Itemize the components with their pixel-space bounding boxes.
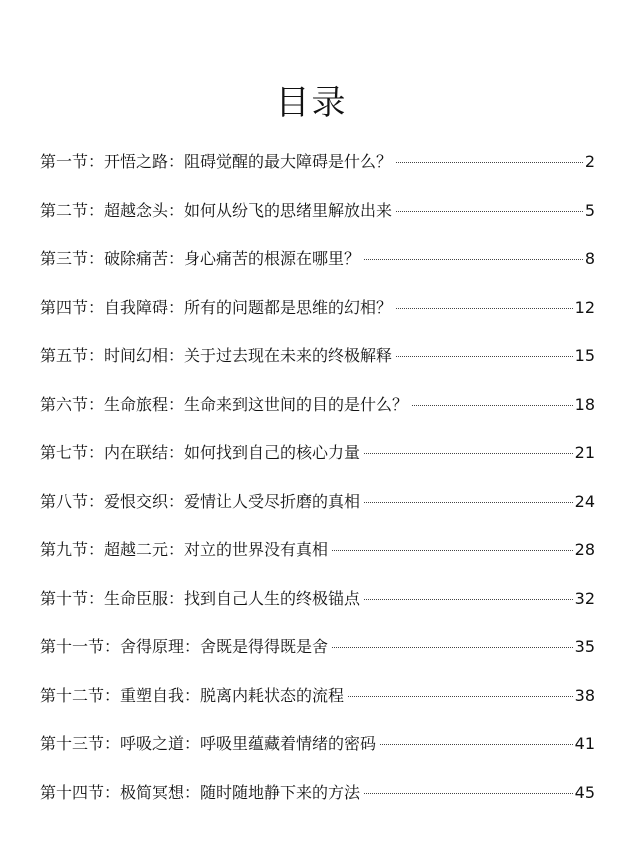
toc-page-number: 2: [584, 152, 595, 171]
table-of-contents: [40, 140, 595, 819]
toc-entry-title: 爱恨交织：爱情让人受尽折磨的真相: [104, 491, 361, 511]
toc-entry-10[interactable]: [40, 577, 595, 626]
dot-leader: [332, 550, 573, 551]
toc-entry-title: 生命臣服：找到自己人生的终极锚点: [104, 588, 361, 608]
dot-leader: [364, 259, 583, 260]
toc-section-label: 第九节：: [40, 540, 105, 559]
toc-page-number: 45: [574, 782, 595, 802]
toc-entry-12[interactable]: [40, 674, 595, 723]
toc-section-label: 第十节：: [40, 588, 105, 608]
toc-section-label: 第十三节：: [40, 734, 121, 753]
toc-entry-6[interactable]: [40, 383, 595, 432]
dot-leader: [396, 308, 573, 309]
dot-leader: [380, 744, 573, 745]
toc-section-label: 第六节：: [40, 394, 105, 414]
toc-entry-11[interactable]: [40, 625, 595, 674]
toc-section-label: 第五节：: [40, 346, 105, 365]
toc-page-number: 35: [574, 637, 595, 656]
toc-page-number: 8: [584, 249, 595, 268]
toc-entry-7[interactable]: [40, 431, 595, 480]
page-title: 目录: [275, 82, 348, 123]
toc-section-label: 第七节：: [40, 443, 105, 462]
toc-page-number: 41: [574, 734, 595, 753]
dot-leader: [412, 405, 573, 406]
toc-entry-title: 超越念头：如何从纷飞的思绪里解放出来: [104, 200, 393, 220]
toc-section-label: 第十二节：: [40, 685, 121, 705]
toc-entry-title: 开悟之路：阻碍觉醒的最大障碍是什么？: [104, 152, 393, 171]
toc-entry-title: 自我障碍：所有的问题都是思维的幻相？: [104, 297, 393, 317]
dot-leader: [364, 599, 573, 600]
toc-entry-title: 破除痛苦：身心痛苦的根源在哪里？: [104, 249, 361, 268]
toc-entry-4[interactable]: [40, 286, 595, 335]
toc-entry-3[interactable]: [40, 237, 595, 286]
toc-page-number: 15: [574, 346, 595, 365]
toc-page-number: 32: [574, 588, 595, 608]
toc-entry-2[interactable]: [40, 189, 595, 238]
toc-section-label: 第四节：: [40, 297, 105, 317]
toc-entry-title: 重塑自我：脱离内耗状态的流程: [120, 685, 345, 705]
toc-page-number: 18: [574, 394, 595, 414]
toc-entry-1[interactable]: [40, 140, 595, 189]
toc-page-number: 28: [574, 540, 595, 559]
toc-section-label: 第二节：: [40, 200, 105, 220]
toc-entry-8[interactable]: [40, 480, 595, 529]
toc-section-label: 第三节：: [40, 249, 105, 268]
dot-leader: [364, 502, 573, 503]
toc-entry-title: 呼吸之道：呼吸里蕴藏着情绪的密码: [120, 734, 377, 753]
toc-entry-5[interactable]: [40, 334, 595, 383]
dot-leader: [396, 162, 583, 163]
dot-leader: [396, 356, 573, 357]
toc-entry-title: 时间幻相：关于过去现在未来的终极解释: [104, 346, 393, 365]
toc-section-label: 第一节：: [40, 152, 105, 171]
dot-leader: [396, 211, 583, 212]
toc-entry-9[interactable]: [40, 528, 595, 577]
toc-entry-title: 内在联结：如何找到自己的核心力量: [104, 443, 361, 462]
toc-entry-14[interactable]: [40, 771, 595, 820]
toc-page-number: 38: [574, 685, 595, 705]
dot-leader: [348, 696, 573, 697]
dot-leader: [364, 453, 573, 454]
dot-leader: [364, 793, 573, 794]
toc-page-number: 21: [574, 443, 595, 462]
toc-entry-title: 舍得原理：舍既是得得既是舍: [120, 637, 329, 656]
toc-entry-title: 极简冥想：随时随地静下来的方法: [120, 782, 361, 802]
toc-section-label: 第八节：: [40, 491, 105, 511]
dot-leader: [332, 647, 573, 648]
toc-entry-13[interactable]: [40, 722, 595, 771]
toc-entry-title: 生命旅程：生命来到这世间的目的是什么？: [104, 394, 409, 414]
toc-page-number: 24: [574, 491, 595, 511]
toc-page-number: 12: [574, 297, 595, 317]
toc-page-number: 5: [584, 200, 595, 220]
toc-section-label: 第十一节：: [40, 637, 121, 656]
toc-entry-title: 超越二元：对立的世界没有真相: [104, 540, 329, 559]
toc-section-label: 第十四节：: [40, 782, 121, 802]
